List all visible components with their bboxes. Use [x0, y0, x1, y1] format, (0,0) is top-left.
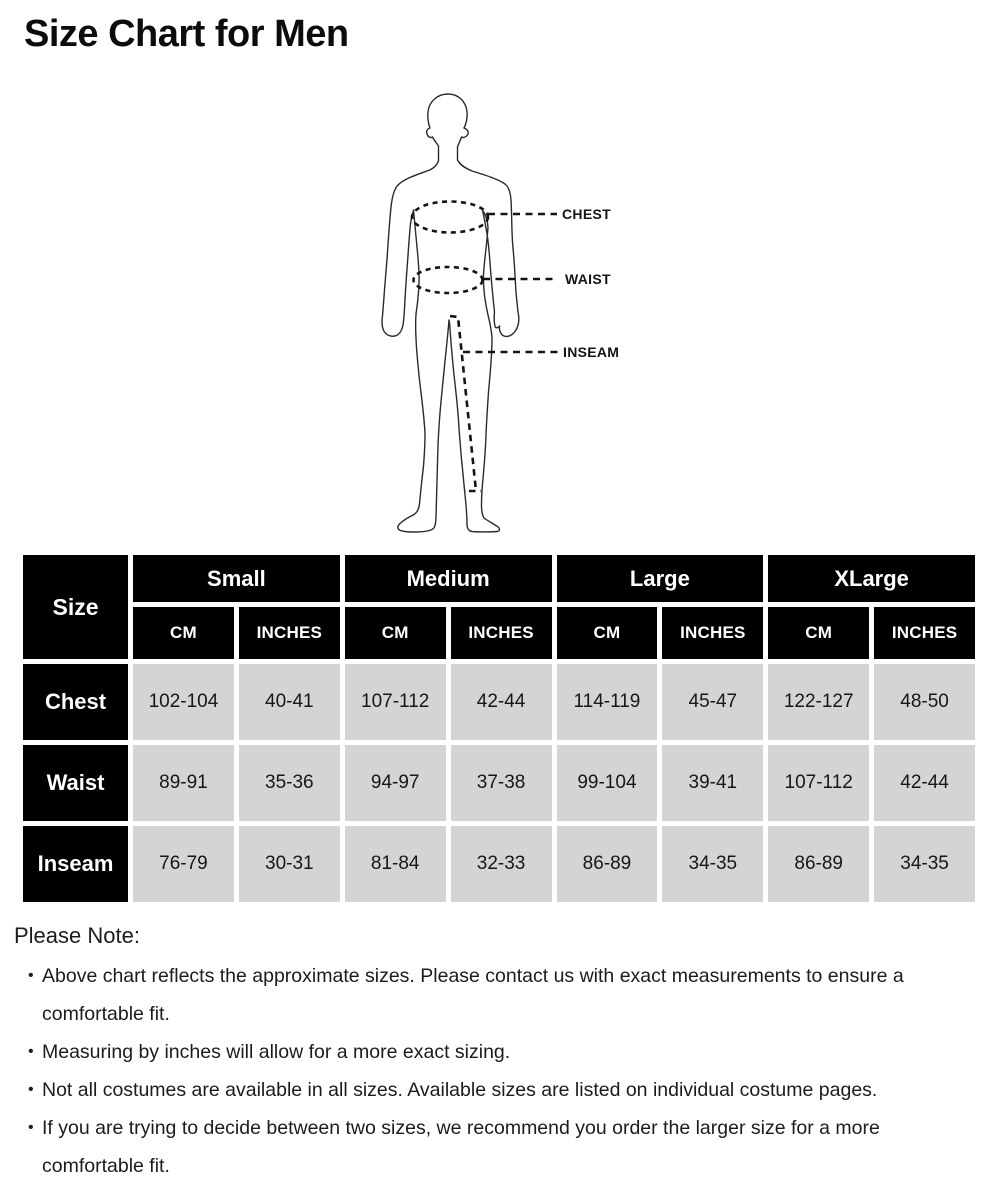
table-cell: 81-84 [345, 826, 446, 902]
unit-header-inches: INCHES [662, 607, 763, 659]
table-cell: 42-44 [451, 664, 552, 740]
unit-header-cm: CM [768, 607, 869, 659]
size-group-header-large: Large [557, 555, 764, 602]
notes-section [14, 921, 970, 1185]
table-cell: 107-112 [768, 745, 869, 821]
table-cell: 89-91 [133, 745, 234, 821]
notes-list [14, 957, 970, 1185]
table-cell: 40-41 [239, 664, 340, 740]
table-cell: 114-119 [557, 664, 658, 740]
waist-label: WAIST [565, 271, 611, 287]
table-cell: 76-79 [133, 826, 234, 902]
table-cell: 32-33 [451, 826, 552, 902]
notes-heading: Please Note: [14, 923, 140, 948]
table-cell: 39-41 [662, 745, 763, 821]
unit-header-cm: CM [345, 607, 446, 659]
table-cell: 37-38 [451, 745, 552, 821]
row-label-inseam: Inseam [23, 826, 128, 902]
note-item: • If you are trying to decide between two sizes, we recommend you order the larger size for a more comfortable fit. [14, 1109, 970, 1185]
table-cell: 107-112 [345, 664, 446, 740]
row-label-chest: Chest [23, 664, 128, 740]
row-label-waist: Waist [23, 745, 128, 821]
note-item: • Above chart reflects the approximate sizes. Please contact us with exact measurements to ensure a comfortable fit. [14, 957, 970, 1033]
size-group-header-xlarge: XLarge [768, 555, 975, 602]
note-item: • Not all costumes are available in all sizes. Available sizes are listed on individual costume pages. [14, 1071, 970, 1109]
table-cell: 122-127 [768, 664, 869, 740]
table-cell: 35-36 [239, 745, 340, 821]
table-cell: 48-50 [874, 664, 975, 740]
chest-label: CHEST [562, 206, 611, 222]
table-cell: 86-89 [557, 826, 658, 902]
unit-header-inches: INCHES [239, 607, 340, 659]
body-measurement-diagram [370, 85, 630, 535]
table-cell: 30-31 [239, 826, 340, 902]
table-cell: 102-104 [133, 664, 234, 740]
table-cell: 99-104 [557, 745, 658, 821]
inseam-label: INSEAM [563, 344, 620, 360]
table-cell: 86-89 [768, 826, 869, 902]
unit-header-cm: CM [133, 607, 234, 659]
male-body-outline-illustration [370, 85, 630, 535]
unit-header-cm: CM [557, 607, 658, 659]
unit-header-inches: INCHES [451, 607, 552, 659]
table-corner-size-header: Size [23, 555, 128, 659]
table-cell: 94-97 [345, 745, 446, 821]
page-title: Size Chart for Men [24, 13, 349, 55]
waist-measure-ellipse [414, 267, 483, 293]
chest-measure-ellipse [412, 202, 488, 233]
body-outline-path [382, 94, 519, 532]
table-cell: 42-44 [874, 745, 975, 821]
table-cell: 34-35 [662, 826, 763, 902]
table-cell: 34-35 [874, 826, 975, 902]
table-cell: 45-47 [662, 664, 763, 740]
size-chart-table [23, 555, 975, 902]
size-group-header-medium: Medium [345, 555, 552, 602]
size-group-header-small: Small [133, 555, 340, 602]
unit-header-inches: INCHES [874, 607, 975, 659]
note-item: • Measuring by inches will allow for a more exact sizing. [14, 1033, 970, 1071]
inseam-measure-line [450, 316, 476, 491]
